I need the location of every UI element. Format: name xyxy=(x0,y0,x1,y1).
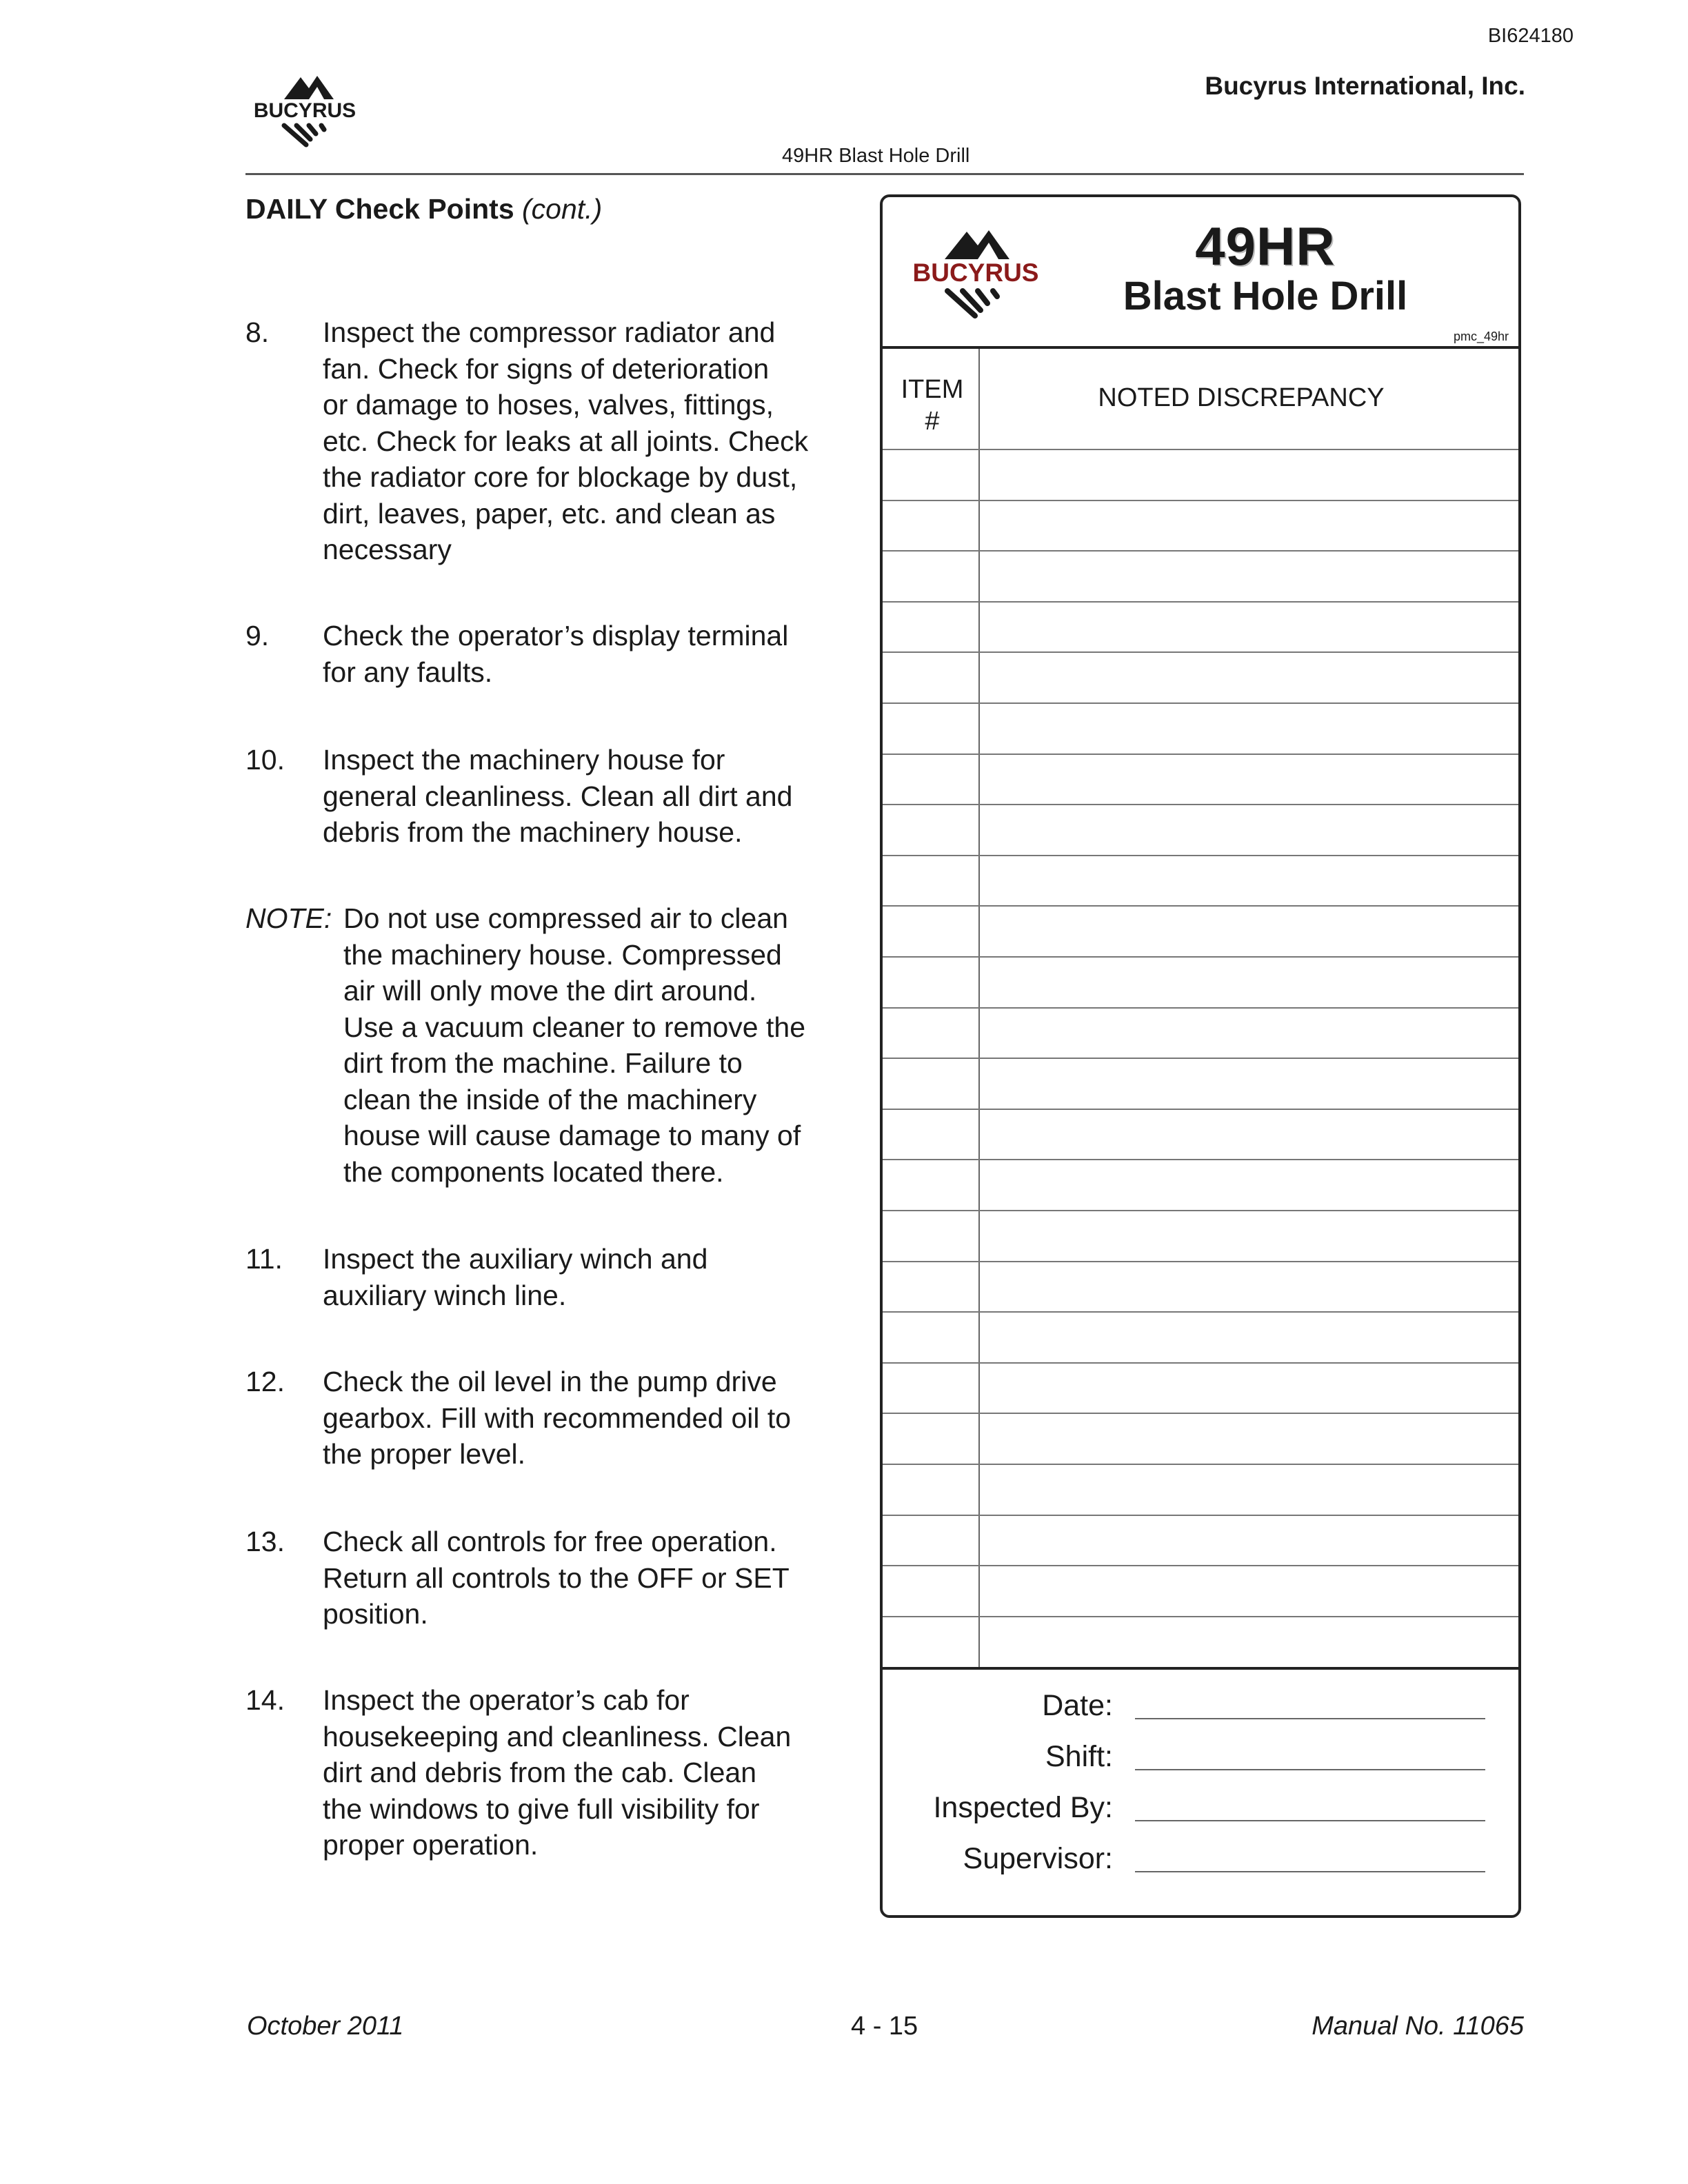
item-text: Inspect the machinery house for general cleanliness. Clean all dirt and debris from the machinery house. xyxy=(323,744,793,848)
discrepancy-column-header: NOTED DISCREPANCY xyxy=(1098,383,1385,412)
section-title xyxy=(245,193,602,225)
table-row-line xyxy=(883,1159,1518,1160)
item-text: Check the operator’s display terminal for any faults. xyxy=(323,620,789,688)
table-row-line xyxy=(883,500,1518,501)
date-line xyxy=(1135,1718,1485,1719)
date-label: Date: xyxy=(1042,1689,1113,1722)
manual-number: Manual No. 11065 xyxy=(1312,2012,1524,2041)
supervisor-line xyxy=(1135,1871,1485,1872)
card-name: Blast Hole Drill xyxy=(1123,274,1408,318)
item-text: Check the oil level in the pump drive gearbox. Fill with recommended oil to the proper level. xyxy=(323,1366,792,1470)
table-row-line xyxy=(883,956,1518,958)
table-row-line xyxy=(883,1007,1518,1009)
item-text: Inspect the auxiliary winch and auxiliary winch line. xyxy=(323,1243,708,1311)
item-text: Inspect the operator’s cab for housekeeping and cleanliness. Clean dirt and debris from the cab. Clean the windows to give full visibility for proper operation. xyxy=(323,1684,792,1861)
page-number: 4 - 15 xyxy=(851,2012,918,2041)
document-id: BI624180 xyxy=(1487,25,1574,47)
company-name: Bucyrus International, Inc. xyxy=(1205,72,1525,100)
note-label: NOTE: xyxy=(245,902,332,934)
footer-date: October 2011 xyxy=(247,2012,404,2041)
table-row-line xyxy=(883,1464,1518,1465)
table-row-line xyxy=(883,905,1518,907)
table-row-line xyxy=(883,1565,1518,1566)
item-number: 11. xyxy=(245,1243,283,1275)
item-column-header: ITEM # xyxy=(901,375,964,436)
card-model: 49HR xyxy=(1195,216,1336,276)
logo-text: BUCYRUS xyxy=(912,259,1039,287)
table-row-line xyxy=(883,651,1518,653)
inspected-by-label: Inspected By: xyxy=(933,1791,1113,1824)
table-row-line xyxy=(883,449,1518,450)
table-row-line xyxy=(883,1058,1518,1059)
item-number: 13. xyxy=(245,1526,285,1557)
running-title: 49HR Blast Hole Drill xyxy=(782,145,970,167)
table-row-line xyxy=(883,1261,1518,1262)
header-rule xyxy=(245,173,1524,175)
bucyrus-logo xyxy=(899,225,1052,323)
table-row-line xyxy=(883,804,1518,805)
item-text: Check all controls for free operation. Return all controls to the OFF or SET position. xyxy=(323,1526,790,1630)
supervisor-label: Supervisor: xyxy=(963,1842,1113,1875)
table-row-line xyxy=(883,550,1518,552)
section-title-text: DAILY Check Points xyxy=(245,193,514,225)
table-row-line xyxy=(883,601,1518,603)
table-row-line xyxy=(883,1362,1518,1364)
section-title-suffix: (cont.) xyxy=(522,193,603,225)
note-text: Do not use compressed air to clean the machinery house. Compressed air will only move the dirt around. Use a vacuum cleaner to remove the dirt from the machine. Failure to clean the inside of the machinery house will cause damage to many of the components located there. xyxy=(343,902,805,1188)
table-row-line xyxy=(883,754,1518,755)
item-number: 12. xyxy=(245,1366,285,1397)
card-bottom-rule xyxy=(880,1667,1521,1670)
bucyrus-logo xyxy=(243,72,367,149)
logo-text: BUCYRUS xyxy=(253,99,356,122)
table-row-line xyxy=(883,1515,1518,1516)
table-row-line xyxy=(883,855,1518,856)
shift-line xyxy=(1135,1769,1485,1770)
column-divider xyxy=(978,349,980,1668)
table-row-line xyxy=(883,1210,1518,1211)
table-row-line xyxy=(883,1311,1518,1313)
table-row-line xyxy=(883,1413,1518,1414)
inspected-by-line xyxy=(1135,1820,1485,1821)
item-text: Inspect the compressor radiator and fan. Check for signs of deterioration or damage to hoses, valves, fittings, etc. Check for leaks at all joints. Check the radiator core for blockage by dust, dirt, leaves, paper, etc. and clean as necessary xyxy=(323,316,809,565)
table-row-line xyxy=(883,1616,1518,1617)
item-number: 10. xyxy=(245,744,285,776)
item-number: 8. xyxy=(245,316,270,348)
inspection-card xyxy=(880,194,1521,1918)
table-row-line xyxy=(883,702,1518,704)
shift-label: Shift: xyxy=(1045,1740,1113,1773)
card-top-rule xyxy=(880,346,1521,349)
item-number: 14. xyxy=(245,1684,285,1716)
table-row-line xyxy=(883,1109,1518,1110)
card-code: pmc_49hr xyxy=(1454,330,1509,343)
item-number: 9. xyxy=(245,620,270,651)
